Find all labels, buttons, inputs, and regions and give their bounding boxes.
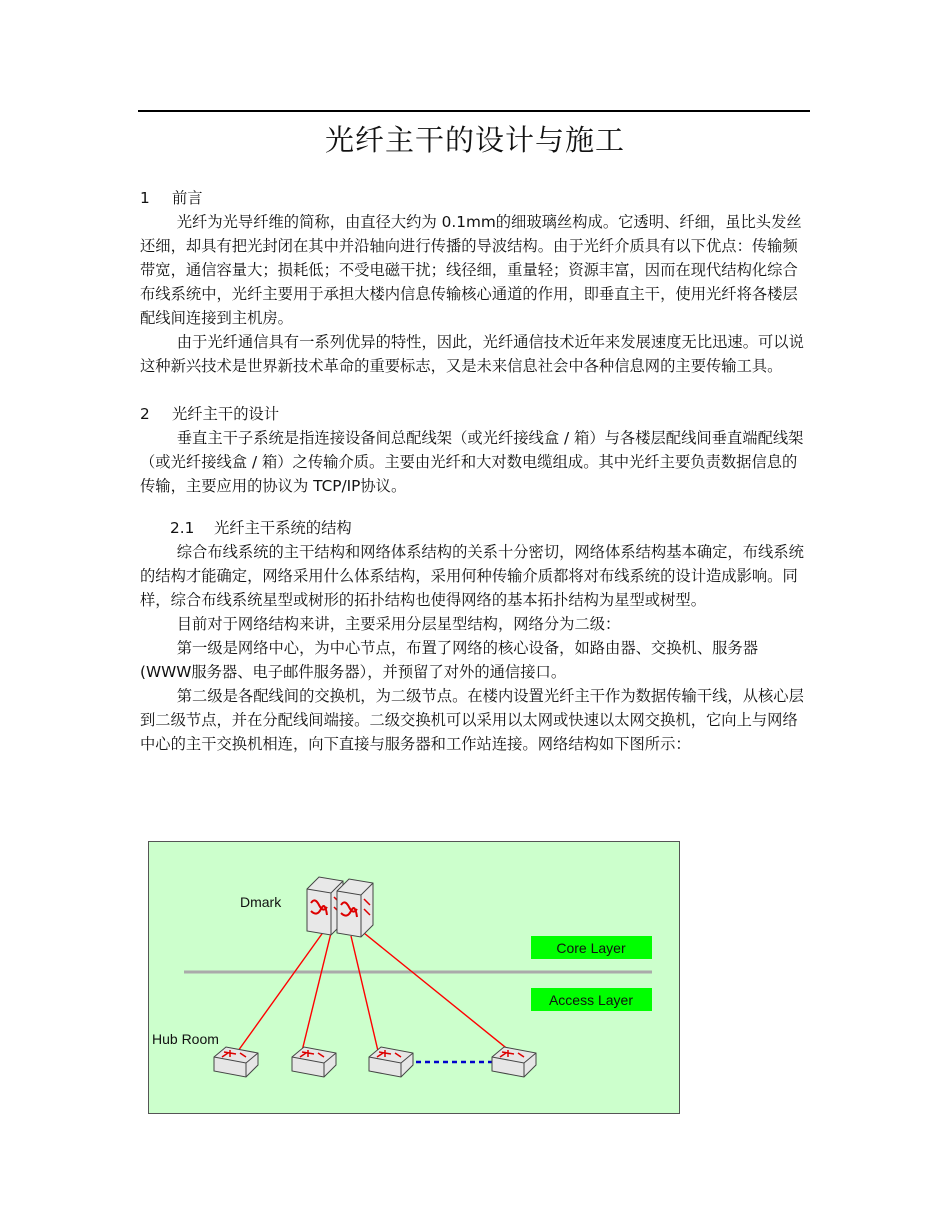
paragraph: 光纤为光导纤维的简称，由直径大约为 0.1mm的细玻璃丝构成。它透明、纤细，虽比头发丝还细，却具有把光封闭在其中并沿轴向进行传播的导波结构。由于光纤介质具有以下优点：传输频带宽，通信容量大；损耗低；不受电磁干扰；线径细，重量轻；资源丰富，因而在现代结构化综合布线系统中，光纤主要用于承担大楼内信息传输核心通道的作用，即垂直主干，使用光纤将各楼层配线间连接到主机房。 xyxy=(140,213,802,327)
section-heading-2: 2 光纤主干的设计 xyxy=(140,405,280,423)
header-rule xyxy=(138,110,810,112)
document-body xyxy=(140,186,812,756)
dmark-label: Dmark xyxy=(240,894,282,910)
paragraph: 垂直主干子系统是指连接设备间总配线架（或光纤接线盒 / 箱）与各楼层配线间垂直端配线架（或光纤接线盒 / 箱）之传输介质。主要由光纤和大对数电缆组成。其中光纤主要负责数据信息的传输，主要应用的协议为 TCP/IP协议。 xyxy=(140,429,804,495)
core-layer-label: Core Layer xyxy=(556,940,626,956)
network-structure-diagram xyxy=(148,841,680,1114)
access-layer-label: Access Layer xyxy=(548,992,634,1008)
section-heading-1: 1 前言 xyxy=(140,189,203,207)
paragraph: 第一级是网络中心，为中心节点，布置了网络的核心设备，如路由器、交换机、服务器 (WWW服务器、电子邮件服务器），并预留了对外的通信接口。 xyxy=(140,639,759,681)
paragraph: 综合布线系统的主干结构和网络体系结构的关系十分密切，网络体系结构基本确定，布线系统的结构才能确定，网络采用什么体系结构，采用何种传输介质都将对布线系统的设计造成影响。同样，综合布线系统星型或树形的拓扑结构也使得网络的基本拓扑结构为星型或树型。 xyxy=(140,543,804,609)
page-title: 光纤主干的设计与施工 xyxy=(324,123,625,157)
hub-room-label: Hub Room xyxy=(152,1031,219,1047)
paragraph: 目前对于网络结构来讲，主要采用分层星型结构，网络分为二级： xyxy=(176,615,621,633)
core-router-icon xyxy=(337,879,373,937)
paragraph: 第二级是各配线间的交换机，为二级节点。在楼内设置光纤主干作为数据传输干线，从核心层到二级节点，并在分配线间端接。二级交换机可以采用以太网或快速以太网交换机，它向上与网络中心的主干交换机相连，向下直接与服务器和工作站连接。网络结构如下图所示： xyxy=(140,687,804,753)
paragraph: 由于光纤通信具有一系列优异的特性，因此，光纤通信技术近年来发展速度无比迅速。可以说这种新兴技术是世界新技术革命的重要标志，又是未来信息社会中各种信息网的主要传输工具。 xyxy=(140,333,804,375)
section-heading-2-1: 2.1 光纤主干系统的结构 xyxy=(170,519,352,537)
